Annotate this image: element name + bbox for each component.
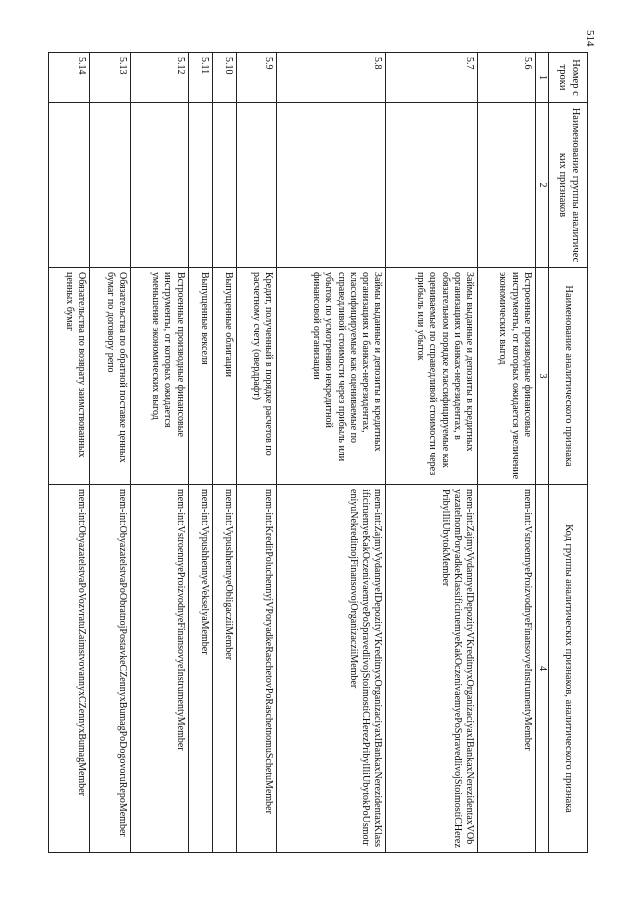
- row-number: 5.9: [236, 53, 277, 103]
- table-row: [188, 53, 212, 853]
- header-code: Код группы аналитических признаков, аналитического признака: [549, 485, 588, 853]
- column-number: 1: [535, 53, 548, 103]
- column-number-row: [535, 53, 548, 853]
- row-code: mem-int:ZajmyVydannyeIDepozityVKreditnyxOrganizaciyaxIBankaxNerezidentaxVObyazatelnomPoryadkeKlassificiruemyeKakOczenivaemyePoSpravedlivojStoimostiCHerezPribylIliUbytokMember: [386, 485, 478, 853]
- table-row: [386, 53, 478, 853]
- row-code: mem-int:KreditPoluchennyjVPoryadkeRaschetovPoRaschetnomuSchetuMember: [236, 485, 277, 853]
- header-row-number: Номер строки: [549, 53, 588, 103]
- row-feature-name: Встроенные производные финансовые инструменты, от которых ожидается увеличение экономических выгод: [477, 268, 535, 485]
- table-row: [49, 53, 90, 853]
- header-group-name: Наименование группы аналитических признаков: [549, 103, 588, 268]
- row-number: 5.10: [212, 53, 236, 103]
- row-number: 5.12: [130, 53, 188, 103]
- row-number: 5.7: [386, 53, 478, 103]
- table-row: [89, 53, 130, 853]
- row-feature-name: Обязательства по возврату заимствованных ценных бумаг: [49, 268, 90, 485]
- row-code: mem-int:VypushhennyeVekselyaMember: [188, 485, 212, 853]
- row-code: mem-int:ObyazatelstvaPoObratnojPostavkeCZennyxBumagPoDogovoruRepoMember: [89, 485, 130, 853]
- row-group-name: [212, 103, 236, 268]
- row-number: 5.13: [89, 53, 130, 103]
- row-feature-name: Встроенные производные финансовые инструменты, от которых ожидается уменьшение экономических выгод: [130, 268, 188, 485]
- rotated-table-container: [48, 52, 588, 852]
- column-number: 3: [535, 268, 548, 485]
- header-feature-name: Наименование аналитического признака: [549, 268, 588, 485]
- table-row: [277, 53, 386, 853]
- row-group-name: [49, 103, 90, 268]
- table-row: [212, 53, 236, 853]
- row-number: 5.11: [188, 53, 212, 103]
- row-code: mem-int:ObyazatelstvaPoVozvratuZaimstvovannyxCZennyxBumagMember: [49, 485, 90, 853]
- row-feature-name: Кредит, полученный в порядке расчетов по расчетному счету (овердрафт): [236, 268, 277, 485]
- row-feature-name: Обязательства по обратной поставке ценных бумаг по договору репо: [89, 268, 130, 485]
- row-code: mem-int:VypushhennyeObligacziiMember: [212, 485, 236, 853]
- row-feature-name: Выпущенные векселя: [188, 268, 212, 485]
- row-feature-name: Займы выданные и депозиты в кредитных организациях и банках-нерезидентах, классифицируемые как оцениваемые по справедливой стоимости через прибыль или убыток по усмотрению некредитной финансовой организации: [277, 268, 386, 485]
- row-number: 5.8: [277, 53, 386, 103]
- row-group-name: [236, 103, 277, 268]
- row-group-name: [89, 103, 130, 268]
- row-group-name: [386, 103, 478, 268]
- row-code: mem-int:ZajmyVydannyeIDepozityVKreditnyxOrganizaciyaxIBankaxNerezidentaxKlassificiruemyeKakOczenivaemyePoSpravedlivojStoimostiCHerezPribylIliUbytokPoUsmotreniyuNekreditnojFinansovojOrganizacziiMember: [277, 485, 386, 853]
- row-group-name: [477, 103, 535, 268]
- table-row: [130, 53, 188, 853]
- table-row: [477, 53, 535, 853]
- row-code: mem-int:VstroennyeProizvodnyeFinansovyeInstrumentyMember: [477, 485, 535, 853]
- row-code: mem-int:VstroennyeProizvodnyeFinansovyeInstrumentyMember: [130, 485, 188, 853]
- column-number: 4: [535, 485, 548, 853]
- row-feature-name: Выпущенные облигации: [212, 268, 236, 485]
- row-feature-name: Займы выданные и депозиты в кредитных организациях и банках-нерезидентах, в обязательном порядке классифицируемые как оцениваемые по справедливой стоимости через прибыль или убыток: [386, 268, 478, 485]
- table-row: [236, 53, 277, 853]
- row-group-name: [130, 103, 188, 268]
- page-number: 514: [584, 30, 596, 47]
- row-number: 5.6: [477, 53, 535, 103]
- row-group-name: [277, 103, 386, 268]
- row-group-name: [188, 103, 212, 268]
- row-number: 5.14: [49, 53, 90, 103]
- column-number: 2: [535, 103, 548, 268]
- table-header-row: [549, 53, 588, 853]
- analytics-table: [48, 52, 588, 853]
